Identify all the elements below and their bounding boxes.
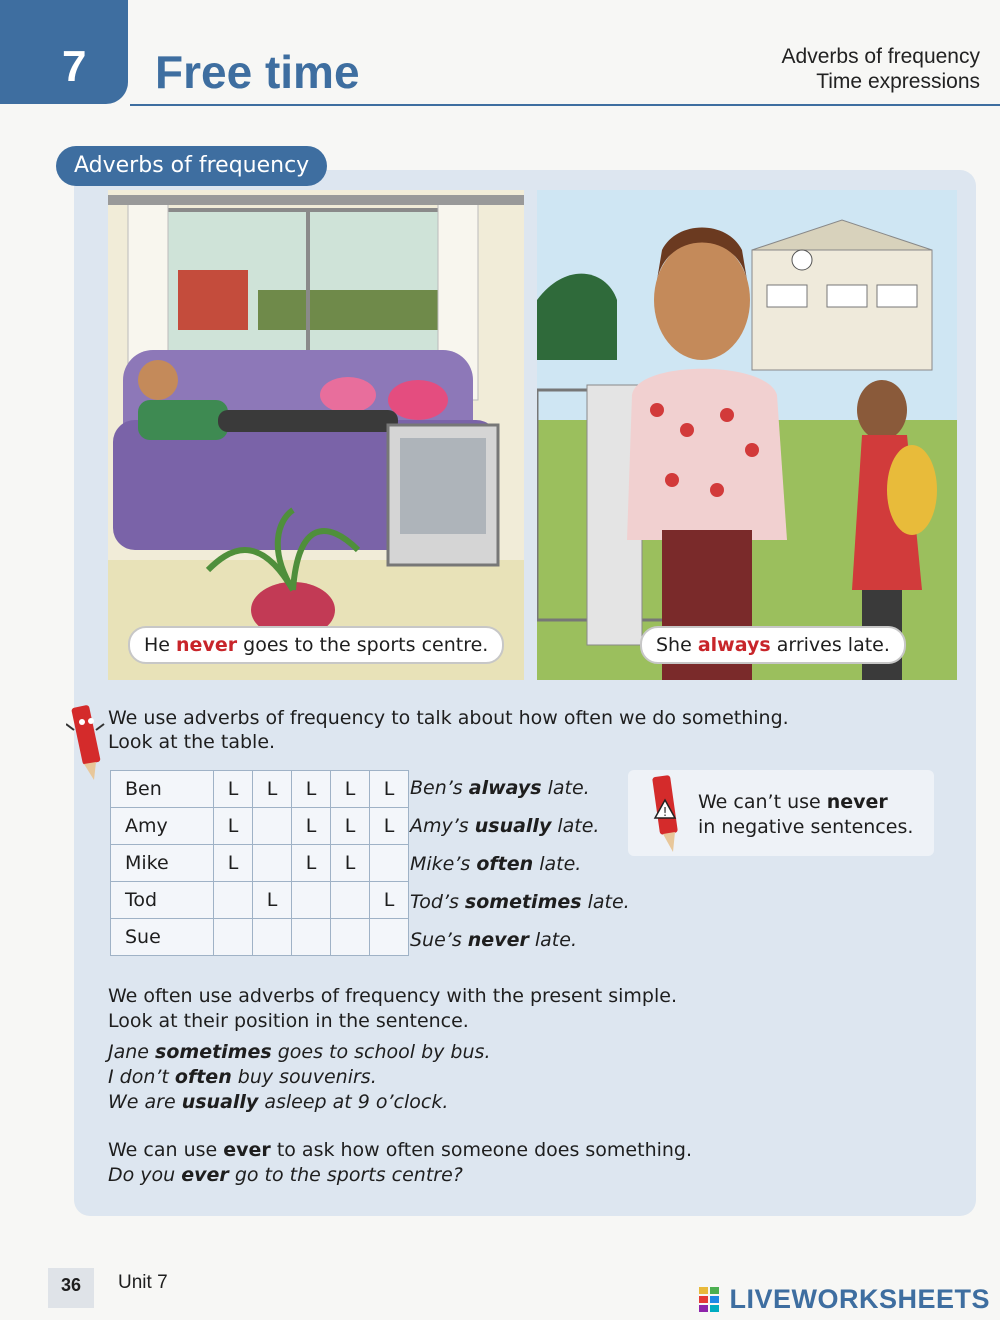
intro-text: [108, 706, 789, 754]
pencil-mascot-icon: [66, 700, 106, 788]
table-row: [111, 808, 409, 845]
frequency-sentence: [410, 929, 577, 951]
person-name: Sue: [111, 919, 214, 956]
table-row: [111, 919, 409, 956]
sentence-adverb: always: [468, 777, 542, 799]
late-mark: L: [214, 845, 253, 882]
sentence-subject: Tod’s: [410, 891, 465, 913]
unit-number: 7: [62, 42, 87, 91]
topics: [782, 44, 980, 94]
example-sentence: [108, 1040, 677, 1065]
person-name: Amy: [111, 808, 214, 845]
position-line-2: Look at their position in the sentence.: [108, 1010, 469, 1032]
frequency-sentence: [410, 891, 630, 913]
intro-line-2: Look at the table.: [108, 731, 276, 753]
late-mark: L: [370, 771, 409, 808]
caption-left-adverb: never: [176, 634, 238, 656]
unit-label: Unit 7: [118, 1272, 168, 1293]
ever-example-bold: ever: [181, 1164, 229, 1186]
sentence-subject: Amy’s: [410, 815, 475, 837]
frequency-sentence: [410, 815, 599, 837]
person-name: Ben: [111, 771, 214, 808]
caption-left-text: He: [144, 634, 177, 656]
ever-bold: ever: [223, 1139, 271, 1161]
sentence-adverb: usually: [474, 815, 552, 837]
late-mark: [370, 919, 409, 956]
living-room-illustration: [108, 190, 524, 680]
example-before: I don’t: [108, 1066, 175, 1088]
example-after: asleep at 9 o’clock.: [258, 1091, 449, 1113]
note-text: [698, 790, 913, 840]
late-mark: L: [370, 882, 409, 919]
section-label: Adverbs of frequency: [56, 146, 327, 186]
sentence-rest: late.: [581, 891, 630, 913]
example-bold: sometimes: [155, 1041, 272, 1063]
example-after: goes to school by bus.: [271, 1041, 491, 1063]
late-mark: L: [253, 882, 292, 919]
sentence-rest: late.: [528, 929, 577, 951]
brand-name[interactable]: LIVEWORKSHEETS: [729, 1284, 990, 1314]
sentence-adverb: sometimes: [464, 891, 582, 913]
position-paragraph: [108, 984, 677, 1115]
caption-right-text: She: [656, 634, 698, 656]
ever-rest: to ask how often someone does something.: [270, 1139, 693, 1161]
ever-line: [108, 1138, 692, 1163]
page-number: 36: [48, 1268, 94, 1308]
late-mark: L: [292, 771, 331, 808]
late-mark: L: [331, 845, 370, 882]
position-examples: [108, 1040, 677, 1115]
late-mark: L: [253, 771, 292, 808]
note-line-1-text: We can’t use: [698, 791, 827, 813]
topic-2: Time expressions: [816, 70, 980, 93]
late-mark: [331, 919, 370, 956]
caption-left-rest: goes to the sports centre.: [237, 634, 489, 656]
ever-example-text: Do you: [108, 1164, 182, 1186]
late-mark: L: [331, 771, 370, 808]
note-line-2: in negative sentences.: [698, 816, 914, 838]
late-mark: L: [214, 808, 253, 845]
sentence-adverb: never: [467, 929, 529, 951]
caption-right-adverb: always: [697, 634, 771, 656]
late-mark: [214, 882, 253, 919]
page-title: Free time: [155, 46, 360, 98]
ever-example-rest: go to the sports centre?: [228, 1164, 463, 1186]
example-sentence: [108, 1065, 677, 1090]
school-illustration: [537, 190, 957, 680]
example-before: We are: [108, 1091, 182, 1113]
caption-right-rest: arrives late.: [770, 634, 890, 656]
late-mark: [331, 882, 370, 919]
person-name: Tod: [111, 882, 214, 919]
example-bold: often: [174, 1066, 232, 1088]
late-mark: [253, 808, 292, 845]
example-sentence: [108, 1090, 677, 1115]
caption-right: [640, 626, 906, 664]
late-mark: L: [370, 808, 409, 845]
sentence-adverb: often: [476, 853, 534, 875]
example-bold: usually: [181, 1091, 259, 1113]
frequency-table: [110, 770, 409, 956]
sentence-subject: Sue’s: [410, 929, 468, 951]
late-mark: L: [214, 771, 253, 808]
ever-paragraph: [108, 1138, 692, 1188]
table-row: [111, 882, 409, 919]
intro-line-1: We use adverbs of frequency to talk about how often we do something.: [108, 707, 789, 729]
warning-pencil-icon: [645, 772, 685, 860]
header-rule: [130, 104, 1000, 106]
late-mark: [253, 919, 292, 956]
note-bold: never: [826, 791, 888, 813]
late-mark: L: [292, 808, 331, 845]
unit-tab: [0, 0, 128, 104]
person-name: Mike: [111, 845, 214, 882]
late-mark: [370, 845, 409, 882]
late-mark: L: [331, 808, 370, 845]
ever-example: [108, 1163, 692, 1188]
svg-text:!: !: [662, 805, 668, 819]
note-line-1: [698, 790, 913, 815]
late-mark: [214, 919, 253, 956]
sentence-subject: Ben’s: [410, 777, 469, 799]
sentence-rest: late.: [533, 853, 582, 875]
table-row: [111, 771, 409, 808]
late-mark: [253, 845, 292, 882]
late-mark: [292, 919, 331, 956]
example-after: buy souvenirs.: [231, 1066, 377, 1088]
liveworksheets-logo-icon: [699, 1287, 719, 1313]
late-mark: [292, 882, 331, 919]
ever-text: We can use: [108, 1139, 224, 1161]
caption-left: [128, 626, 504, 664]
frequency-sentence: [410, 853, 581, 875]
frequency-sentence: [410, 777, 590, 799]
position-line-1: We often use adverbs of frequency with the present simple.: [108, 985, 677, 1007]
sentence-subject: Mike’s: [410, 853, 477, 875]
table-row: [111, 845, 409, 882]
example-before: Jane: [108, 1041, 156, 1063]
sentence-rest: late.: [541, 777, 590, 799]
sentence-rest: late.: [551, 815, 600, 837]
late-mark: L: [292, 845, 331, 882]
topic-1: Adverbs of frequency: [781, 45, 980, 68]
